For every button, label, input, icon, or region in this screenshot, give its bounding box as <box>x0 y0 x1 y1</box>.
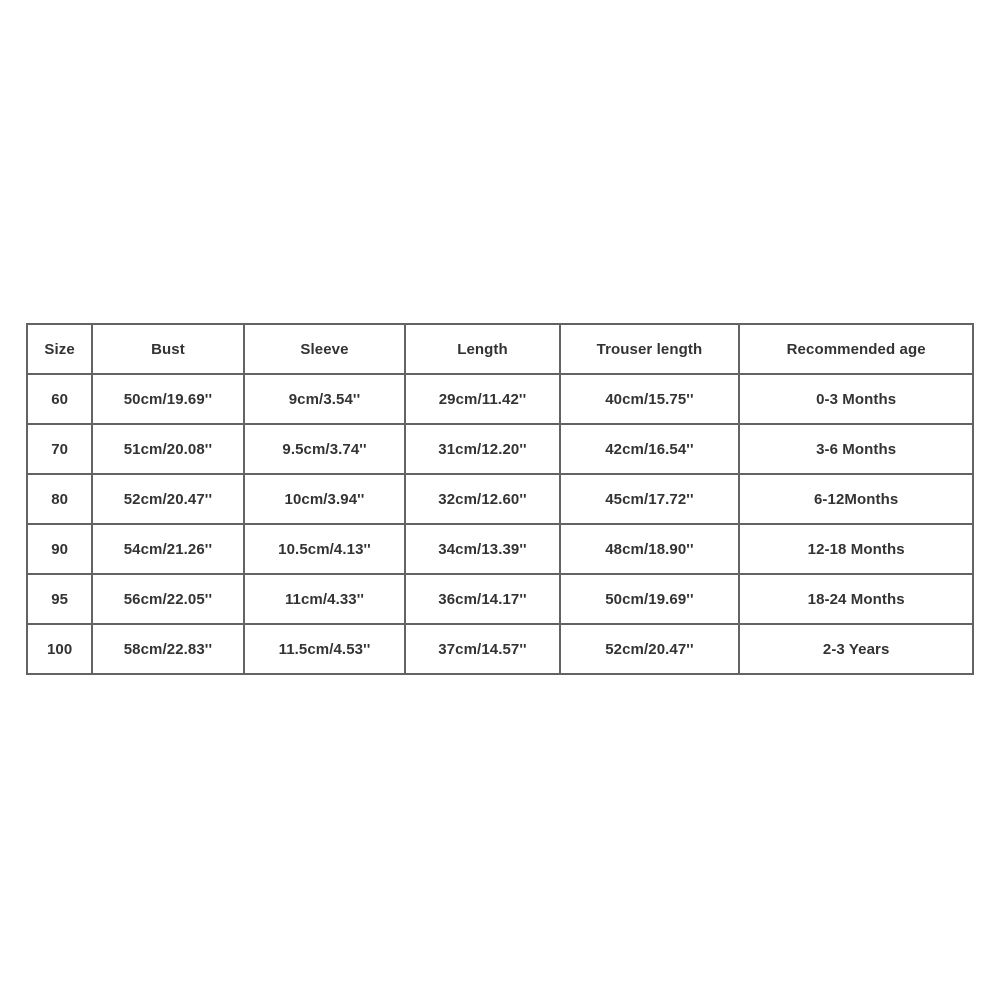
table-row <box>27 624 973 674</box>
column-header: Bust <box>92 324 243 374</box>
table-cell: 12-18 Months <box>739 524 973 574</box>
table-cell: 56cm/22.05'' <box>92 574 243 624</box>
table-cell: 58cm/22.83'' <box>92 624 243 674</box>
table-cell: 95 <box>27 574 92 624</box>
table-cell: 10cm/3.94'' <box>244 474 406 524</box>
header-row <box>27 324 973 374</box>
table-cell: 18-24 Months <box>739 574 973 624</box>
table-row <box>27 424 973 474</box>
table-cell: 50cm/19.69'' <box>560 574 740 624</box>
column-header: Recommended age <box>739 324 973 374</box>
table-cell: 11.5cm/4.53'' <box>244 624 406 674</box>
table-cell: 6-12Months <box>739 474 973 524</box>
table-cell: 100 <box>27 624 92 674</box>
table-row <box>27 574 973 624</box>
column-header: Length <box>405 324 559 374</box>
table-cell: 3-6 Months <box>739 424 973 474</box>
table-cell: 0-3 Months <box>739 374 973 424</box>
column-header: Sleeve <box>244 324 406 374</box>
column-header: Size <box>27 324 92 374</box>
table-cell: 2-3 Years <box>739 624 973 674</box>
table-cell: 42cm/16.54'' <box>560 424 740 474</box>
table-cell: 31cm/12.20'' <box>405 424 559 474</box>
table-cell: 51cm/20.08'' <box>92 424 243 474</box>
table-cell: 70 <box>27 424 92 474</box>
table-cell: 32cm/12.60'' <box>405 474 559 524</box>
table-cell: 11cm/4.33'' <box>244 574 406 624</box>
table-cell: 40cm/15.75'' <box>560 374 740 424</box>
table-cell: 52cm/20.47'' <box>92 474 243 524</box>
table-cell: 52cm/20.47'' <box>560 624 740 674</box>
table-cell: 80 <box>27 474 92 524</box>
size-chart-table <box>26 323 974 675</box>
table-row <box>27 524 973 574</box>
column-header: Trouser length <box>560 324 740 374</box>
table-cell: 34cm/13.39'' <box>405 524 559 574</box>
table-row <box>27 474 973 524</box>
table-cell: 37cm/14.57'' <box>405 624 559 674</box>
table-cell: 54cm/21.26'' <box>92 524 243 574</box>
table-cell: 36cm/14.17'' <box>405 574 559 624</box>
table-cell: 9.5cm/3.74'' <box>244 424 406 474</box>
table-row <box>27 374 973 424</box>
table-cell: 48cm/18.90'' <box>560 524 740 574</box>
table-cell: 10.5cm/4.13'' <box>244 524 406 574</box>
table-cell: 90 <box>27 524 92 574</box>
table-cell: 29cm/11.42'' <box>405 374 559 424</box>
table-cell: 50cm/19.69'' <box>92 374 243 424</box>
table-cell: 9cm/3.54'' <box>244 374 406 424</box>
table-cell: 45cm/17.72'' <box>560 474 740 524</box>
table-cell: 60 <box>27 374 92 424</box>
